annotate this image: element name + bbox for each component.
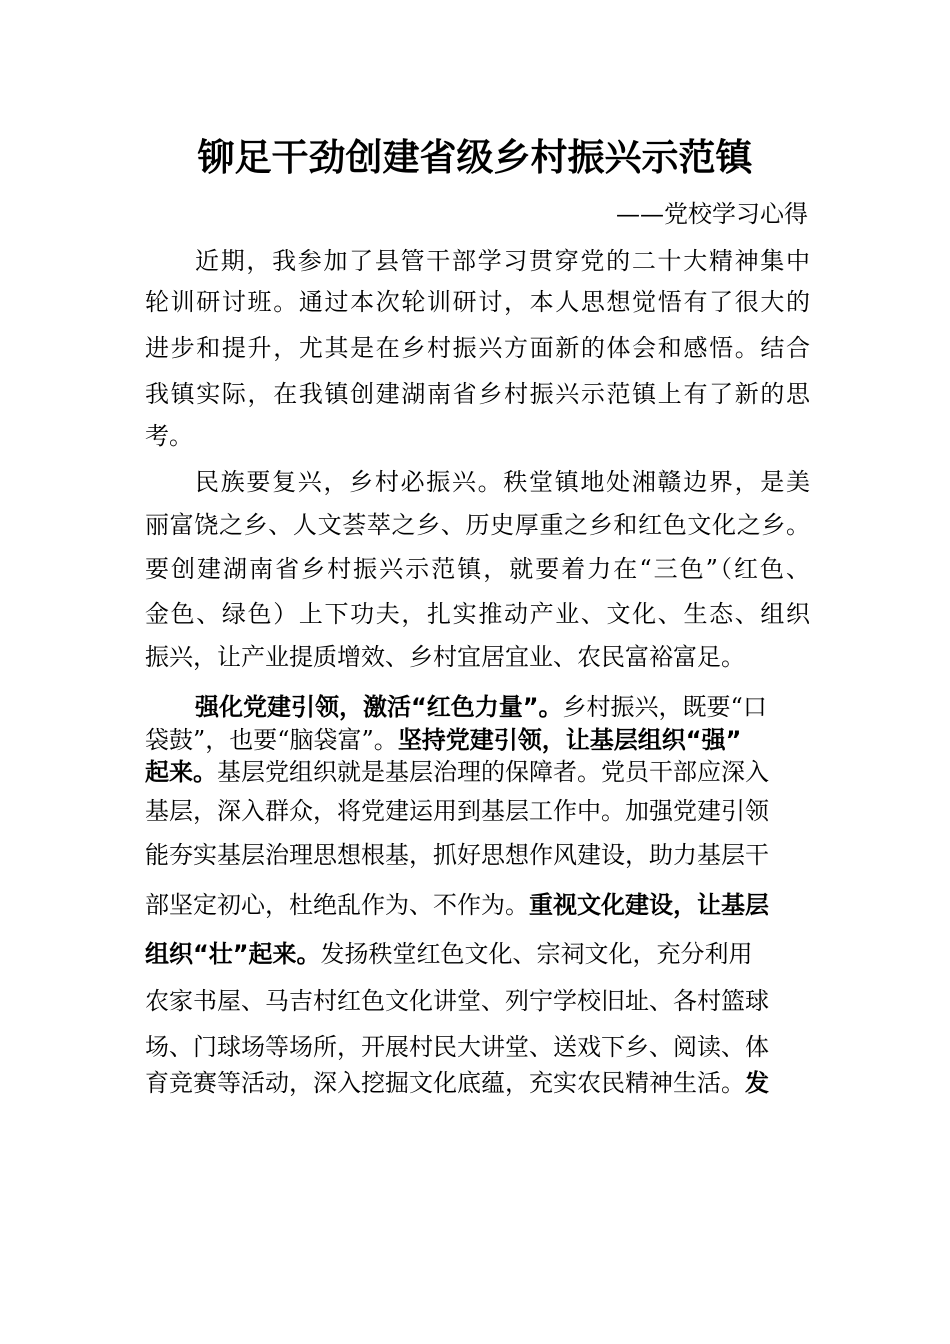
paragraph-1-line-5: 考。 [145, 422, 193, 450]
heading-strengthen-party-building: 强化党建引领，激活“红色力量”。 [195, 693, 563, 721]
paragraph-3-line-3: 起来。基层党组织就是基层治理的保障者。党员干部应深入 [145, 758, 769, 786]
paragraph-3-line-5: 能夯实基层治理思想根基，抓好思想作风建设，助力基层干 [145, 841, 769, 869]
paragraph-3-line-8: 农家书屋、马吉村红色文化讲堂、列宁学校旧址、各村篮球 [145, 987, 769, 1015]
document-title: 铆足干劲创建省级乡村振兴示范镇 [197, 136, 753, 179]
paragraph-1-line-2: 轮训研讨班。通过本次轮训研讨，本人思想觉悟有了很大的 [145, 288, 810, 316]
paragraph-3-line-6: 部坚定初心，杜绝乱作为、不作为。重视文化建设，让基层 [145, 891, 769, 919]
paragraph-3-line-7: 组织“壮”起来。发扬秩堂红色文化、宗祠文化，充分利用 [145, 940, 753, 968]
paragraph-3-line-10: 育竞赛等活动，深入挖掘文化底蕴，充实农民精神生活。发 [145, 1069, 769, 1097]
paragraph-3-line-4: 基层，深入群众，将党建运用到基层工作中。加强党建引领 [145, 797, 769, 825]
paragraph-2-line-3: 要创建湖南省乡村振兴示范镇，就要着力在“三色”（红色、 [145, 555, 810, 583]
paragraph-3-line-1: 强化党建引领，激活“红色力量”。乡村振兴，既要“口 [195, 693, 767, 721]
paragraph-3-line-9: 场、门球场等场所，开展村民大讲堂、送戏下乡、阅读、体 [145, 1033, 769, 1061]
paragraph-2-line-5: 振兴，让产业提质增效、乡村宜居宜业、农民富裕富足。 [145, 643, 745, 671]
paragraph-1-line-1: 近期，我参加了县管干部学习贯穿党的二十大精神集中 [195, 247, 810, 275]
paragraph-3-line-2: 袋鼓”，也要“脑袋富”。坚持党建引领，让基层组织“强” [145, 726, 742, 754]
paragraph-2-line-2: 丽富饶之乡、人文荟萃之乡、历史厚重之乡和红色文化之乡。 [145, 511, 810, 539]
heading-uphold-party-leadership: 坚持党建引领，让基层组织“强” [397, 726, 742, 754]
document-subtitle: ——党校学习心得 [616, 200, 808, 228]
paragraph-1-line-3: 进步和提升，尤其是在乡村振兴方面新的体会和感悟。结合 [145, 334, 810, 362]
paragraph-1-line-4: 我镇实际，在我镇创建湖南省乡村振兴示范镇上有了新的思 [145, 380, 810, 408]
paragraph-2-line-4: 金色、绿色）上下功夫，扎实推动产业、文化、生态、组织 [145, 600, 810, 628]
paragraph-2-line-1: 民族要复兴，乡村必振兴。秩堂镇地处湘赣边界，是美 [195, 468, 810, 496]
heading-cultural-construction: 重视文化建设，让基层 [529, 891, 769, 919]
